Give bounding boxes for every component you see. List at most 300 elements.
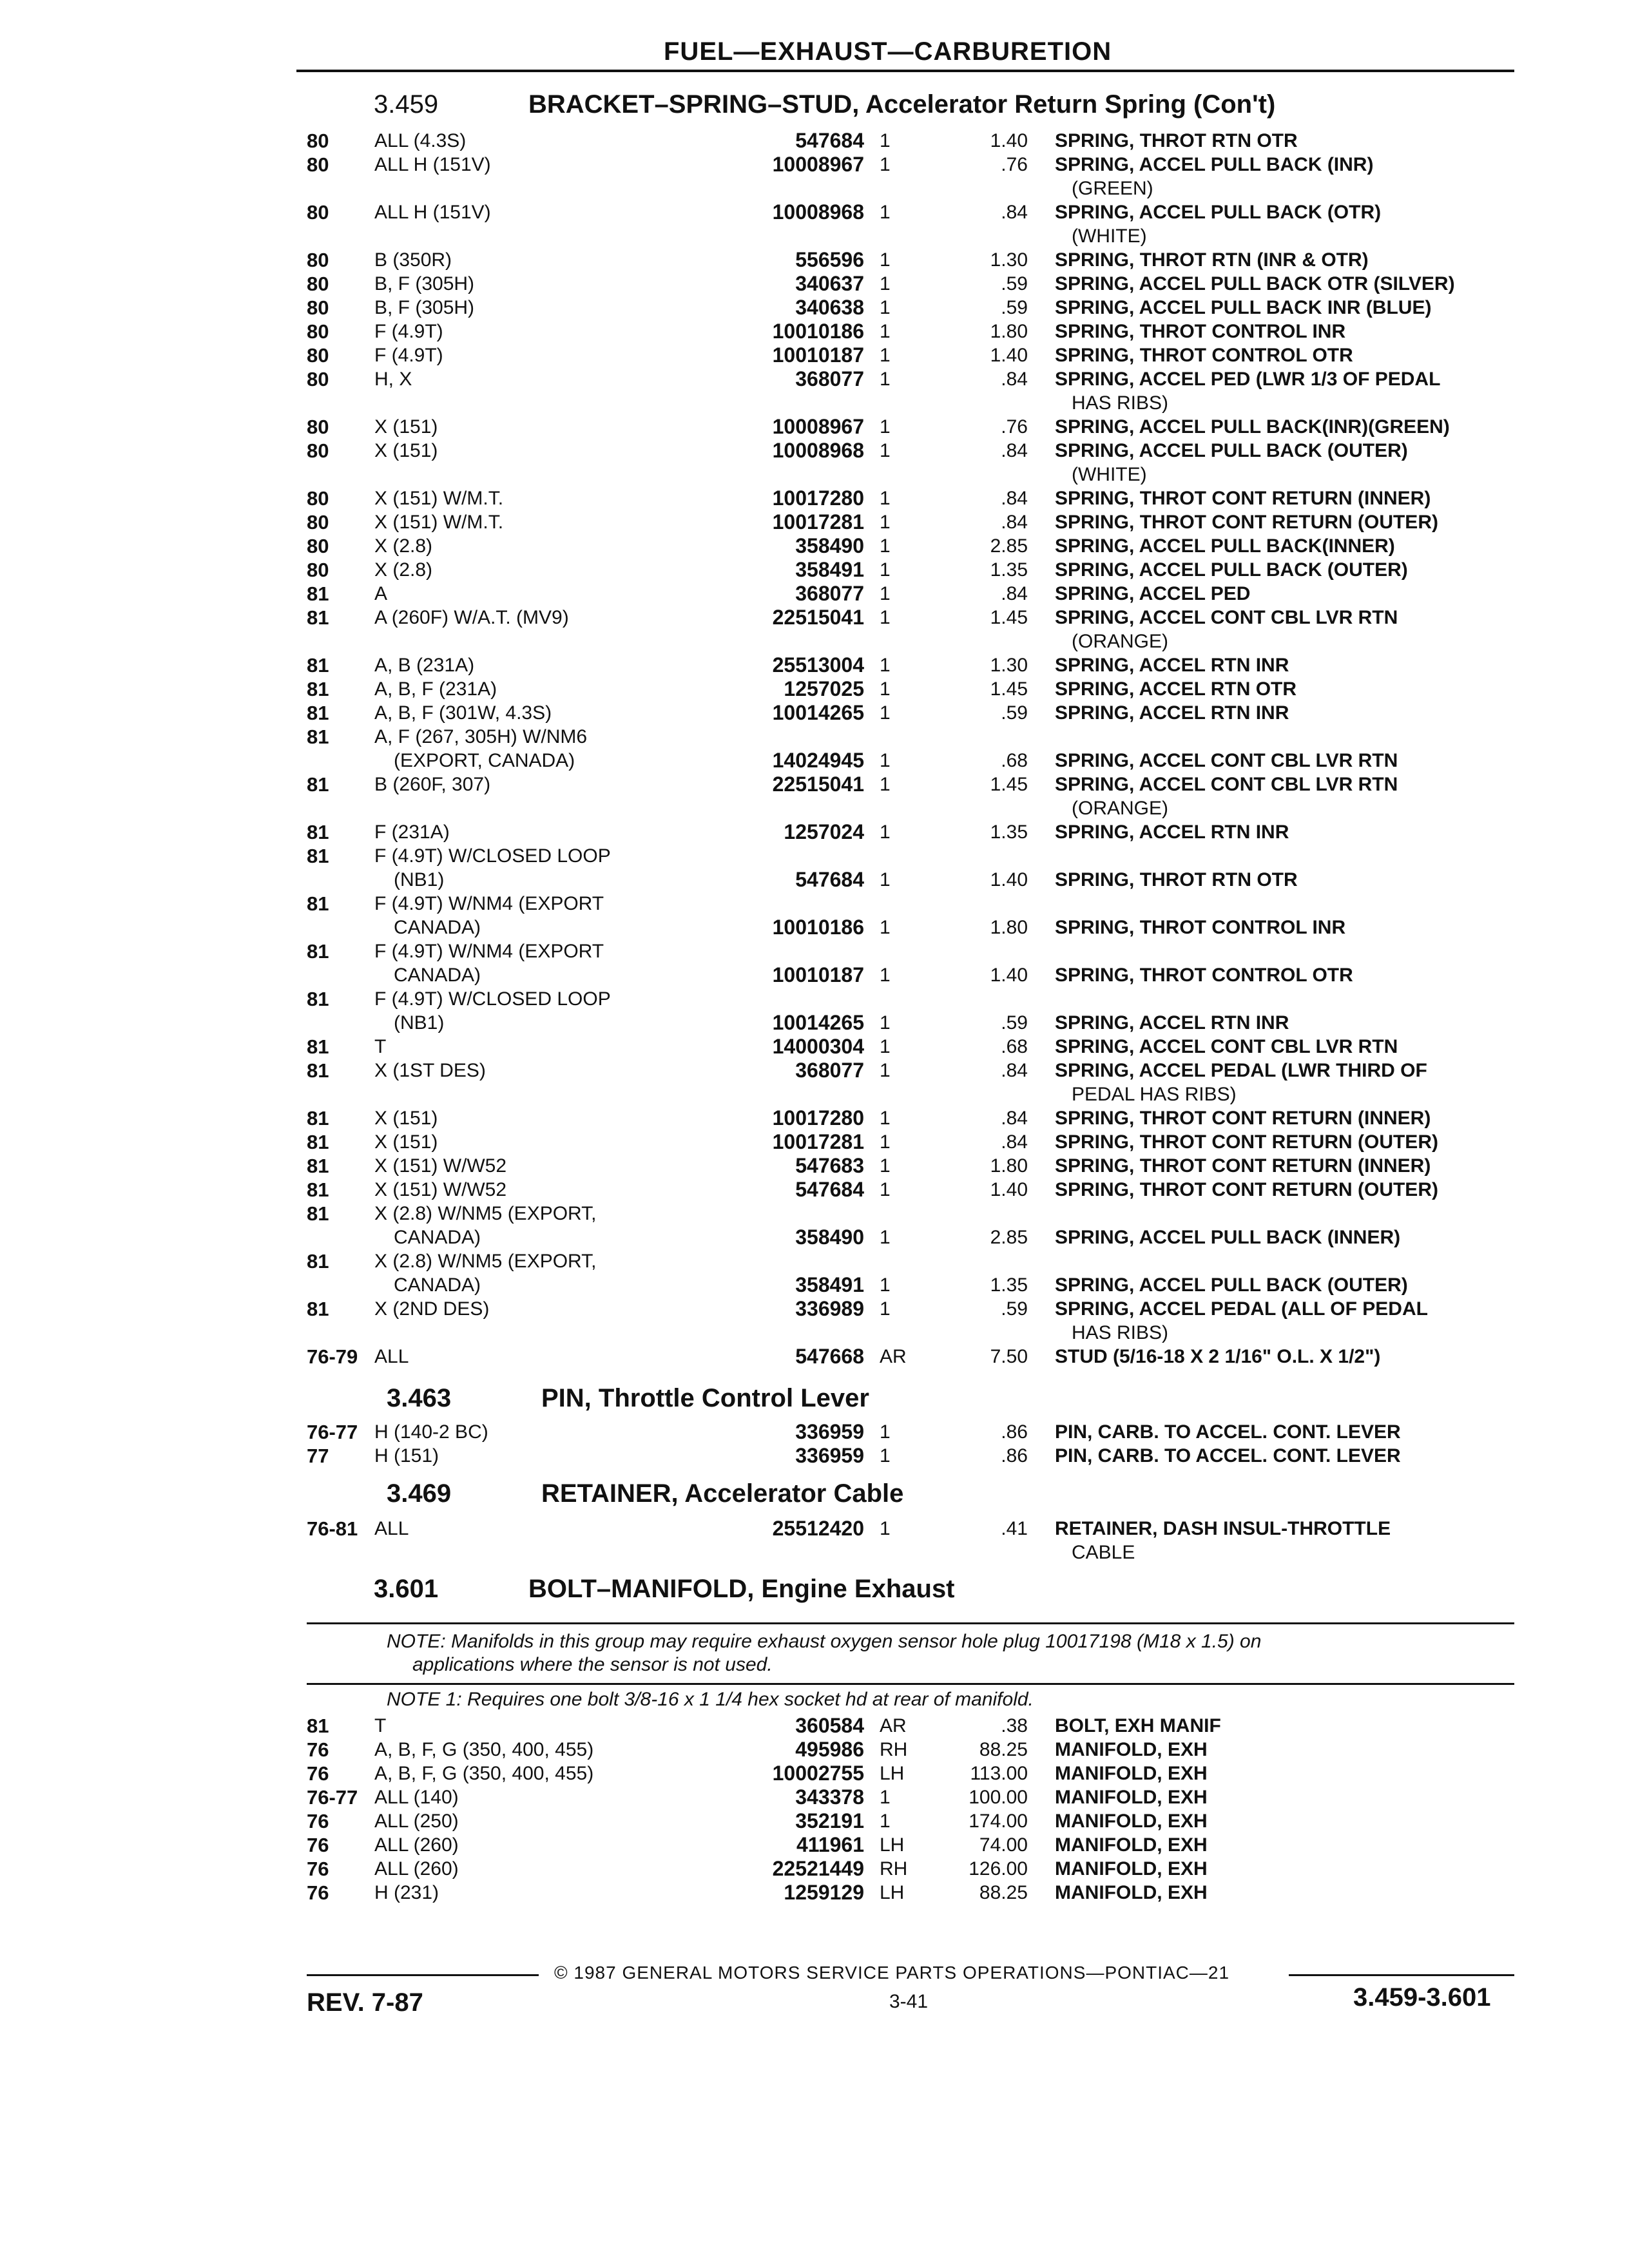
application-text: F (4.9T) W/NM4 (EXPORT — [374, 893, 604, 914]
description-line: SPRING, ACCEL PULL BACK (INNER) — [1055, 1227, 1401, 1248]
part-number: 411961 — [796, 1833, 864, 1856]
description — [1055, 1785, 1532, 1809]
description-line: SPRING, THROT CONTROL OTR — [1055, 345, 1353, 366]
quantity: 1 — [880, 702, 891, 724]
part-number: 336959 — [795, 1444, 864, 1467]
application — [374, 606, 722, 653]
part-number: 10008968 — [772, 439, 864, 462]
description-line: (GREEN) — [1072, 178, 1153, 199]
price: 2.85 — [990, 535, 1028, 557]
description — [1055, 820, 1532, 844]
part-number: 14024945 — [772, 749, 864, 772]
price: 1.40 — [990, 869, 1028, 890]
description — [1055, 677, 1532, 701]
description-line: MANIFOLD, EXH — [1055, 1763, 1208, 1784]
application-text: X (151) — [374, 1131, 438, 1153]
model-year: 76-77 — [307, 1421, 358, 1443]
description — [1055, 1762, 1532, 1785]
quantity: 1 — [880, 369, 891, 390]
application — [374, 939, 722, 987]
description-line: MANIFOLD, EXH — [1055, 1882, 1208, 1903]
application — [374, 510, 722, 534]
description — [1055, 1444, 1532, 1468]
description-line: SPRING, THROT CONTROL INR — [1055, 917, 1346, 938]
description-line: PIN, CARB. TO ACCEL. CONT. LEVER — [1055, 1445, 1401, 1466]
description-line: SPRING, ACCEL PEDAL (ALL OF PEDAL — [1055, 1298, 1428, 1320]
quantity: 1 — [880, 774, 891, 795]
part-number: 10017280 — [772, 1106, 864, 1129]
description-line: HAS RIBS) — [1072, 1322, 1169, 1343]
table-row — [307, 677, 1532, 701]
table-row — [307, 1785, 1532, 1809]
application — [374, 320, 722, 343]
section-number: 3.469 — [387, 1479, 452, 1508]
description-line: (ORANGE) — [1072, 631, 1168, 652]
price: 1.40 — [990, 965, 1028, 986]
price: 1.80 — [990, 321, 1028, 342]
application-text: A, B, F (231A) — [374, 678, 497, 700]
model-year: 80 — [307, 511, 329, 533]
application-text: X (151) W/M.T. — [374, 512, 504, 533]
price: .59 — [1001, 297, 1028, 318]
model-year: 76-79 — [307, 1345, 358, 1368]
application-text: ALL — [374, 1346, 409, 1367]
section-number: 3.459 — [374, 90, 439, 119]
application — [374, 1785, 722, 1809]
description-line: SPRING, ACCEL CONT CBL LVR RTN — [1055, 774, 1398, 795]
description — [1055, 129, 1532, 153]
description — [1055, 558, 1532, 582]
application — [374, 1809, 722, 1833]
description — [1055, 486, 1532, 510]
part-number: 336989 — [795, 1297, 864, 1320]
application-text: X (2.8) W/NM5 (EXPORT, — [374, 1251, 597, 1272]
price: .68 — [1001, 1036, 1028, 1057]
quantity: AR — [880, 1346, 907, 1367]
part-number: 1257025 — [784, 677, 864, 700]
quantity: 1 — [880, 607, 891, 628]
model-year: 80 — [307, 320, 329, 343]
description — [1055, 987, 1532, 1035]
table-row — [307, 653, 1532, 677]
application — [374, 987, 722, 1035]
part-number: 1259129 — [784, 1881, 864, 1904]
description-line: SPRING, THROT RTN OTR — [1055, 869, 1298, 890]
description — [1055, 320, 1532, 343]
application-text: X (1ST DES) — [374, 1060, 486, 1081]
application-text-cont: (NB1) — [394, 869, 445, 890]
description-line: SPRING, ACCEL PULL BACK (OTR) — [1055, 202, 1382, 223]
copyright-line: © 1987 GENERAL MOTORS SERVICE PARTS OPERATIONS—PONTIAC—21 — [554, 1963, 1230, 1983]
application — [374, 1444, 722, 1468]
table-row — [307, 1857, 1532, 1881]
model-year: 81 — [307, 1250, 329, 1273]
price: 7.50 — [990, 1346, 1028, 1367]
description-line: SPRING, THROT CONT RETURN (OUTER) — [1055, 512, 1438, 533]
application-text: T — [374, 1715, 387, 1736]
application-text: A — [374, 583, 388, 604]
model-year: 80 — [307, 416, 329, 438]
description-line: SPRING, THROT CONT RETURN (INNER) — [1055, 1108, 1431, 1129]
price: 1.80 — [990, 917, 1028, 938]
manifold-note-1: NOTE 1: Requires one bolt 3/8-16 x 1 1/4 hex socket hd at rear of manifold. — [387, 1689, 1034, 1710]
model-year: 81 — [307, 1202, 329, 1225]
application-text: X (2ND DES) — [374, 1298, 490, 1320]
model-year: 81 — [307, 1715, 329, 1737]
application — [374, 1154, 722, 1178]
model-year: 76 — [307, 1834, 329, 1856]
part-number: 10017281 — [772, 1130, 864, 1153]
application — [374, 1035, 722, 1059]
price: 126.00 — [969, 1858, 1028, 1879]
part-number: 495986 — [795, 1738, 864, 1761]
model-year: 81 — [307, 1298, 329, 1320]
application-text: F (4.9T) — [374, 345, 443, 366]
application-text: ALL H (151V) — [374, 154, 491, 175]
running-head: FUEL—EXHAUST—CARBURETION — [664, 37, 1112, 66]
price: .76 — [1001, 416, 1028, 437]
part-number: 10014265 — [772, 701, 864, 724]
application-text-cont: (NB1) — [394, 1012, 445, 1033]
description-line: BOLT, EXH MANIF — [1055, 1715, 1221, 1736]
table-row — [307, 844, 1532, 892]
model-year: 80 — [307, 273, 329, 295]
application-text: B (350R) — [374, 249, 452, 271]
application — [374, 1130, 722, 1154]
part-number: 547683 — [795, 1154, 864, 1177]
application-text-cont: CANADA) — [394, 965, 481, 986]
page-number: 3-41 — [889, 1991, 929, 2012]
table-row — [307, 153, 1532, 200]
part-number: 25512420 — [772, 1517, 864, 1540]
model-year: 80 — [307, 201, 329, 224]
application-text: F (4.9T) W/NM4 (EXPORT — [374, 941, 604, 962]
description — [1055, 606, 1532, 653]
table-row — [307, 272, 1532, 296]
quantity: 1 — [880, 202, 891, 223]
part-number: 10010187 — [772, 343, 864, 367]
description-line: SPRING, ACCEL CONT CBL LVR RTN — [1055, 1036, 1398, 1057]
description — [1055, 153, 1532, 200]
description — [1055, 1345, 1532, 1369]
application-text: H, X — [374, 369, 412, 390]
model-year: 81 — [307, 988, 329, 1010]
quantity: 1 — [880, 1518, 891, 1539]
application-text-cont: (EXPORT, CANADA) — [394, 750, 575, 771]
part-number: 352191 — [795, 1809, 864, 1832]
model-year: 81 — [307, 845, 329, 867]
application — [374, 296, 722, 320]
quantity: 1 — [880, 1131, 891, 1153]
description — [1055, 272, 1532, 296]
part-number: 547668 — [795, 1345, 864, 1368]
application-text: B (260F, 307) — [374, 774, 491, 795]
part-number: 358491 — [795, 558, 864, 581]
quantity: 1 — [880, 130, 891, 151]
top-rule — [296, 70, 1514, 72]
model-year: 80 — [307, 130, 329, 152]
application — [374, 1106, 722, 1130]
description-line: SPRING, ACCEL PED — [1055, 583, 1251, 604]
description — [1055, 1714, 1532, 1738]
description-line: SPRING, ACCEL CONT CBL LVR RTN — [1055, 750, 1398, 771]
application-text: X (2.8) W/NM5 (EXPORT, — [374, 1203, 597, 1224]
application-text: T — [374, 1036, 387, 1057]
description — [1055, 510, 1532, 534]
table-row — [307, 1249, 1532, 1297]
application — [374, 677, 722, 701]
description-line: SPRING, ACCEL PULL BACK(INR)(GREEN) — [1055, 416, 1450, 437]
application — [374, 1833, 722, 1857]
application-text: ALL H (151V) — [374, 202, 491, 223]
description — [1055, 844, 1532, 892]
description-line: SPRING, ACCEL CONT CBL LVR RTN — [1055, 607, 1398, 628]
description — [1055, 1154, 1532, 1178]
model-year: 76 — [307, 1881, 329, 1904]
quantity: 1 — [880, 869, 891, 890]
application — [374, 1762, 722, 1785]
section-heading-3-601 — [374, 1575, 955, 1604]
part-number: 340637 — [795, 272, 864, 295]
table-row — [307, 296, 1532, 320]
description — [1055, 725, 1532, 773]
description — [1055, 1249, 1532, 1297]
quantity: 1 — [880, 1421, 891, 1443]
model-year: 81 — [307, 726, 329, 748]
description-line: SPRING, ACCEL RTN INR — [1055, 1012, 1289, 1033]
price: .84 — [1001, 369, 1028, 390]
application-text: A, B, F, G (350, 400, 455) — [374, 1739, 594, 1760]
application — [374, 1881, 722, 1905]
application — [374, 1202, 722, 1249]
table-row — [307, 510, 1532, 534]
model-year: 81 — [307, 678, 329, 700]
model-year: 81 — [307, 1131, 329, 1153]
application — [374, 486, 722, 510]
description-line: SPRING, ACCEL PED (LWR 1/3 OF PEDAL — [1055, 369, 1441, 390]
model-year: 81 — [307, 1059, 329, 1082]
model-year: 81 — [307, 1155, 329, 1177]
quantity: LH — [880, 1763, 905, 1784]
description-line: SPRING, ACCEL RTN OTR — [1055, 678, 1297, 700]
description-line: MANIFOLD, EXH — [1055, 1858, 1208, 1879]
model-year: 80 — [307, 439, 329, 462]
model-year: 76-77 — [307, 1786, 358, 1809]
application — [374, 892, 722, 939]
price: 1.30 — [990, 249, 1028, 271]
table-row — [307, 1881, 1532, 1905]
footer-rule-right — [1289, 1974, 1514, 1976]
application-text: A, B, F, G (350, 400, 455) — [374, 1763, 594, 1784]
price: 74.00 — [979, 1834, 1028, 1856]
table-row — [307, 248, 1532, 272]
price: 113.00 — [970, 1763, 1028, 1784]
note-rule-top — [307, 1622, 1514, 1624]
table-row — [307, 582, 1532, 606]
application — [374, 367, 722, 415]
parts-table-3-469 — [307, 1517, 1532, 1564]
application — [374, 844, 722, 892]
model-year: 81 — [307, 892, 329, 915]
application-text: ALL (250) — [374, 1811, 459, 1832]
model-year: 80 — [307, 535, 329, 557]
application-text: X (151) W/W52 — [374, 1155, 507, 1177]
model-year: 80 — [307, 249, 329, 271]
section-title: PIN, Throttle Control Lever — [541, 1384, 869, 1412]
part-number: 368077 — [795, 1059, 864, 1082]
application-text: F (4.9T) W/CLOSED LOOP — [374, 988, 611, 1010]
table-row — [307, 343, 1532, 367]
table-row — [307, 1297, 1532, 1345]
application-text: X (2.8) — [374, 559, 433, 581]
table-row — [307, 1106, 1532, 1130]
description — [1055, 1738, 1532, 1762]
table-row — [307, 415, 1532, 439]
quantity: 1 — [880, 1108, 891, 1129]
table-row — [307, 725, 1532, 773]
application-text: ALL (4.3S) — [374, 130, 467, 151]
description — [1055, 1106, 1532, 1130]
part-number: 368077 — [795, 582, 864, 605]
table-row — [307, 200, 1532, 248]
part-number: 10008968 — [772, 200, 864, 224]
quantity: 1 — [880, 440, 891, 461]
table-row — [307, 820, 1532, 844]
application-text: H (231) — [374, 1882, 439, 1903]
application — [374, 534, 722, 558]
application-text: H (140-2 BC) — [374, 1421, 488, 1443]
model-year: 80 — [307, 487, 329, 510]
description — [1055, 343, 1532, 367]
application — [374, 129, 722, 153]
table-row — [307, 1178, 1532, 1202]
application — [374, 701, 722, 725]
quantity: 1 — [880, 583, 891, 604]
description-line: MANIFOLD, EXH — [1055, 1787, 1208, 1808]
application-text-cont: CANADA) — [394, 1274, 481, 1296]
application — [374, 1738, 722, 1762]
table-row — [307, 987, 1532, 1035]
application — [374, 343, 722, 367]
quantity: 1 — [880, 416, 891, 437]
price: .84 — [1001, 440, 1028, 461]
application-text: X (2.8) — [374, 535, 433, 557]
price: 88.25 — [979, 1739, 1028, 1760]
application-text: A, B (231A) — [374, 655, 475, 676]
description-line: SPRING, THROT CONT RETURN (OUTER) — [1055, 1131, 1438, 1153]
part-number: 25513004 — [772, 653, 864, 677]
description — [1055, 1059, 1532, 1106]
description — [1055, 1130, 1532, 1154]
description — [1055, 200, 1532, 248]
section-heading-3-463 — [387, 1384, 869, 1413]
model-year: 81 — [307, 606, 329, 629]
application — [374, 1517, 722, 1564]
description-line: PEDAL HAS RIBS) — [1072, 1084, 1237, 1105]
part-number: 360584 — [795, 1714, 864, 1737]
part-number: 10010187 — [772, 963, 864, 986]
part-number: 1257024 — [784, 820, 864, 843]
description — [1055, 1035, 1532, 1059]
part-number: 358491 — [795, 1273, 864, 1296]
table-row — [307, 320, 1532, 343]
price: .84 — [1001, 488, 1028, 509]
application — [374, 153, 722, 200]
table-row — [307, 486, 1532, 510]
model-year: 81 — [307, 940, 329, 963]
application-text: F (231A) — [374, 822, 450, 843]
application-text: B, F (305H) — [374, 297, 475, 318]
model-year: 76 — [307, 1762, 329, 1785]
model-year: 76-81 — [307, 1517, 358, 1540]
description — [1055, 1202, 1532, 1249]
part-number: 358490 — [795, 1225, 864, 1249]
table-row — [307, 129, 1532, 153]
quantity: 1 — [880, 535, 891, 557]
price: .84 — [1001, 512, 1028, 533]
application-text: X (151) W/M.T. — [374, 488, 504, 509]
part-number: 10010186 — [772, 916, 864, 939]
price: .59 — [1001, 273, 1028, 294]
part-number: 547684 — [795, 868, 864, 891]
description-line: MANIFOLD, EXH — [1055, 1811, 1208, 1832]
table-row — [307, 1420, 1532, 1444]
section-title: RETAINER, Accelerator Cable — [541, 1479, 904, 1508]
description-line: SPRING, THROT RTN (INR & OTR) — [1055, 249, 1369, 271]
part-number: 22521449 — [772, 1857, 864, 1880]
price: .68 — [1001, 750, 1028, 771]
part-number: 10002755 — [772, 1762, 864, 1785]
application — [374, 1714, 722, 1738]
description-line: HAS RIBS) — [1072, 392, 1169, 414]
application — [374, 439, 722, 486]
model-year: 76 — [307, 1858, 329, 1880]
application-text: A, F (267, 305H) W/NM6 — [374, 726, 588, 747]
quantity: 1 — [880, 678, 891, 700]
table-row — [307, 939, 1532, 987]
quantity: 1 — [880, 154, 891, 175]
description-line: SPRING, ACCEL RTN INR — [1055, 822, 1289, 843]
price: .59 — [1001, 1012, 1028, 1033]
application-text: X (151) W/W52 — [374, 1179, 507, 1200]
quantity: RH — [880, 1739, 908, 1760]
part-number: 547684 — [795, 1178, 864, 1201]
application — [374, 773, 722, 820]
description — [1055, 582, 1532, 606]
application — [374, 653, 722, 677]
description — [1055, 534, 1532, 558]
description-line: SPRING, ACCEL PULL BACK (OUTER) — [1055, 1274, 1408, 1296]
application-text: ALL (140) — [374, 1787, 459, 1808]
price: .84 — [1001, 583, 1028, 604]
table-row — [307, 1714, 1532, 1738]
description-line: (WHITE) — [1072, 226, 1147, 247]
price: 1.40 — [990, 130, 1028, 151]
table-row — [307, 606, 1532, 653]
table-row — [307, 558, 1532, 582]
model-year: 80 — [307, 296, 329, 319]
price: 1.45 — [990, 607, 1028, 628]
quantity: 1 — [880, 1811, 891, 1832]
quantity: 1 — [880, 249, 891, 271]
application — [374, 1857, 722, 1881]
section-number: 3.601 — [374, 1575, 439, 1603]
description-line: SPRING, ACCEL PULL BACK OTR (SILVER) — [1055, 273, 1455, 294]
part-number: 10017280 — [772, 486, 864, 510]
model-year: 81 — [307, 773, 329, 796]
quantity: 1 — [880, 1036, 891, 1057]
description-line: SPRING, ACCEL PULL BACK(INNER) — [1055, 535, 1395, 557]
